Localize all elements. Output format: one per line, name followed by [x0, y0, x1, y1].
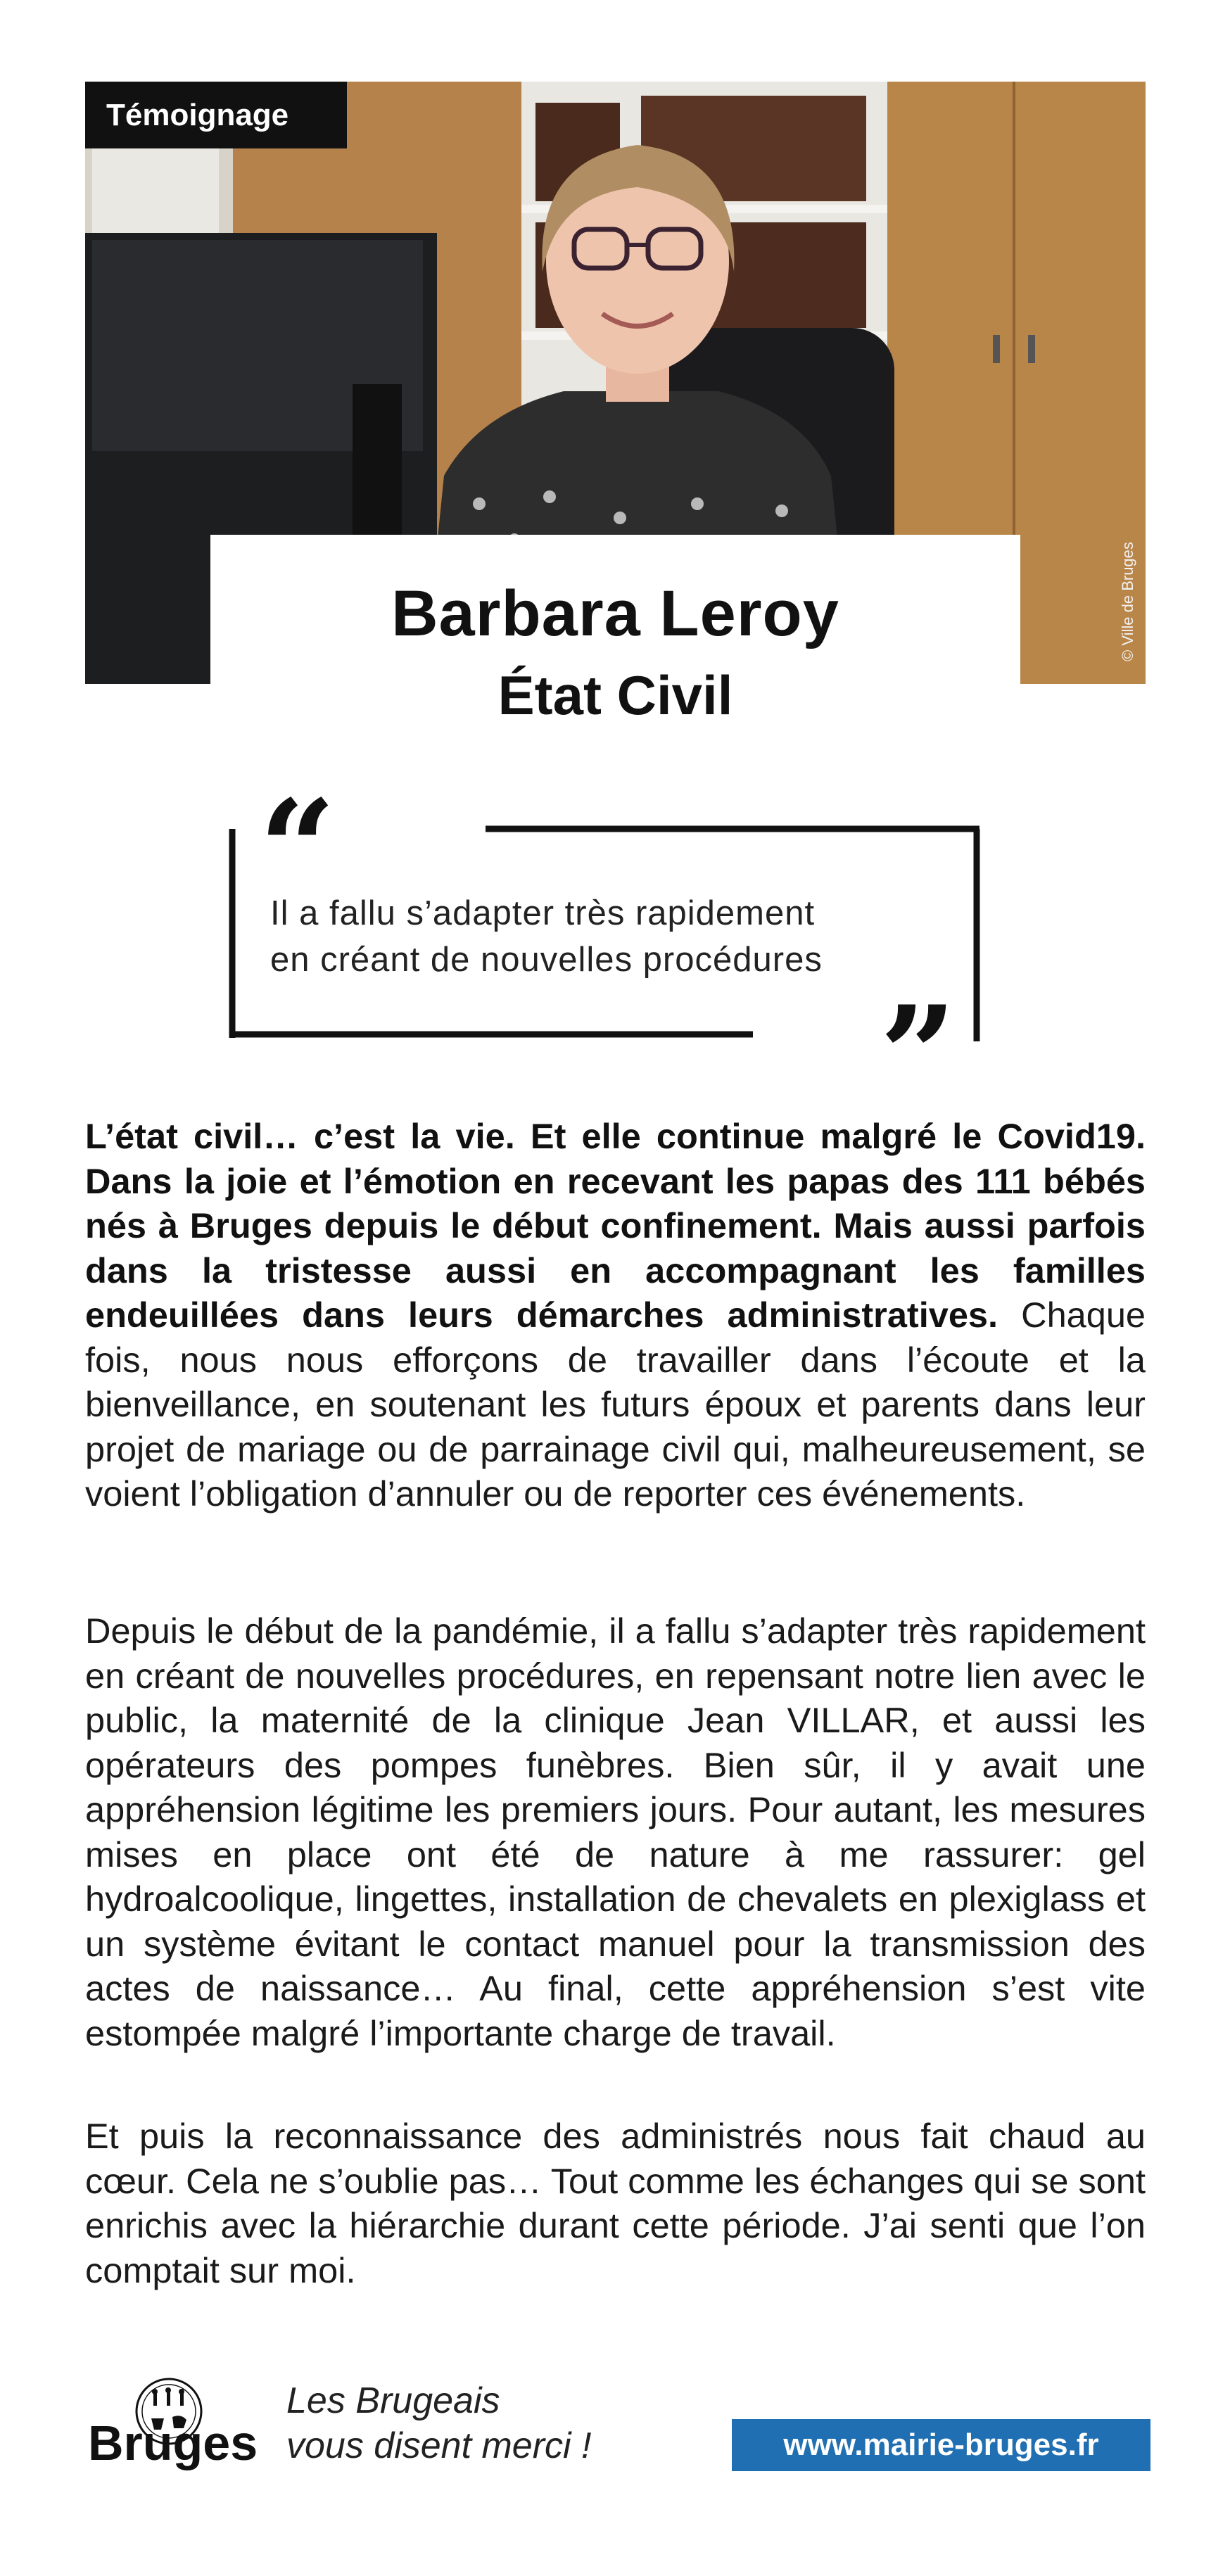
article-paragraph-1 [85, 1114, 1146, 1516]
pull-quote [225, 770, 982, 1134]
photo-credit: © Ville de Bruges [1119, 542, 1136, 661]
article-paragraph-3: Et puis la reconnaissance des administrés nous fait chaud au cœur. Cela ne s’oublie pas… Tout comme les échanges qui se sont enrichis avec la hiérarchie durant cette période. J’ai senti que l’on comptait sur moi. [85, 2116, 1146, 2290]
article-paragraph-2: Depuis le début de la pandémie, il a fallu s’adapter très rapidement en créant de nouvelles procédures, en repensant notre lien avec le public, la maternité de la clinique Jean VILLAR, et aussi les opérateurs des pompes funèbres. Bien sûr, il y avait une appréhension légitime les premiers jours. Pour autant, les mesures mises en place ont été de nature à me rassurer: gel hydroalcoolique, lingettes, installation de chevalets en plexiglass et un système évitant le contact manuel pour la transmission des actes de naissance… Au final, cette appréhension s’est vite estompée malgré l’importante charge de travail. [85, 1611, 1146, 2053]
person-role: État Civil [497, 664, 733, 726]
website-link[interactable]: www.mairie-bruges.fr [732, 2419, 1150, 2471]
open-quote-icon: “ [259, 770, 336, 927]
close-quote-icon: ” [880, 977, 957, 1134]
testimony-tag: Témoignage [85, 82, 347, 148]
article-paragraph-1-lead: L’état civil… c’est la vie. Et elle continue malgré le Covid19. Dans la joie et l’émotion en recevant les papas des 111 bébés nés à Bruges depuis le début confinement. Mais aussi parfois dans la tristesse aussi en accompagnant les familles endeuillées dans leurs démarches administratives. [85, 1116, 1146, 1335]
footer-slogan [286, 2378, 592, 2468]
quote-line-1: Il a fallu s’adapter très rapidement [270, 894, 816, 932]
quote-line-2: en créant de nouvelles procédures [270, 941, 823, 979]
name-card [210, 535, 1020, 746]
article-paragraph-1-rest: Chaque fois, nous nous efforçons de travailler dans l’écoute et la bienveillance, en soutenant les futurs époux et parents dans leur projet de mariage ou de parrainage civil qui, malheureusement, se voient l’obligation d’annuler ou de reporter ces événements. [85, 1295, 1146, 1514]
bruges-logo-text: Bruges [88, 2416, 258, 2470]
quote-text [270, 890, 946, 983]
footer-slogan-line-2: vous disent merci ! [286, 2425, 592, 2466]
footer-slogan-line-1: Les Brugeais [286, 2380, 500, 2421]
person-name: Barbara Leroy [391, 578, 839, 649]
